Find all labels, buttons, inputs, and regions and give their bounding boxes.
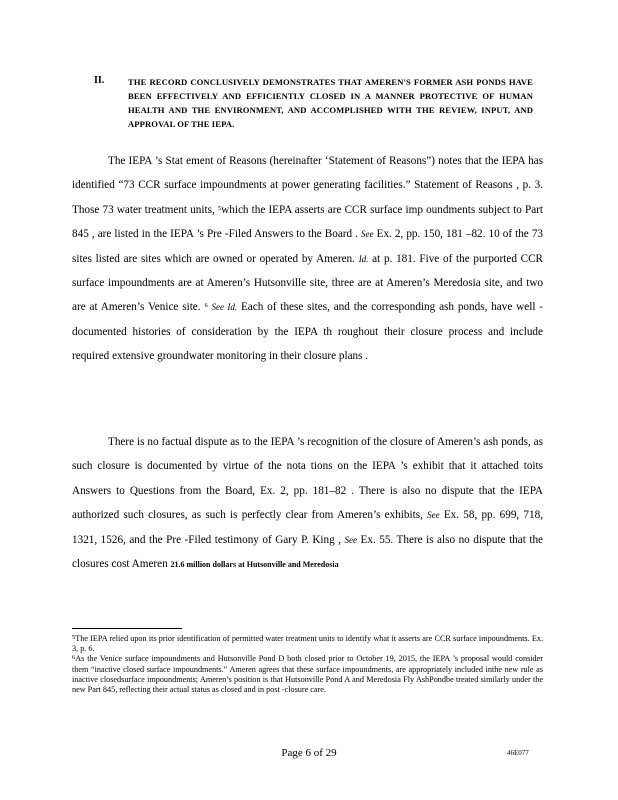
para1-text-2: which the IEPA asserts are CCR surface imp oundments subject to Part 845 , are listed in the IEPA ’s Pre -Filed Answers to the Board .: [72, 203, 544, 241]
citation-signal: See Id.: [211, 302, 238, 313]
footnote-ref-6[interactable]: 6: [204, 302, 208, 310]
para2-text-1: There is no factual dispute as to the IEPA ’s recognition of the closure of Ameren’s ash ponds, as such closure is documented by virtue of the nota tions on the IEPA ’s exhibit that it attached toits Answers to Questions from the Board, Ex. 2, pp. 181–82 . There is also no dispute that the IEPA authorized such closures, as such is perfectly clear from Ameren’s exhibits,: [72, 436, 543, 522]
footnote-6-text: As the Venice surface impoundments and Hutsonville Pond D both closed prior to October 19, 2015, the IEPA ’s proposal would consider them “inactive closed surface impoundments.” Ameren agrees that these surface impoundments, are appropriately included inthe new rule as inactive closedsurface impoundments; Ameren’s position is that Hutsonville Pond A and Meredosia Fly AshPondbe treated similarly under the new Part 845, reflecting their actual status as closed and in post -closure care.: [72, 654, 543, 695]
document-id: 46E077: [507, 749, 529, 757]
para2-text-4: 21.6 million dollars at Hutsonville and Meredosia: [170, 560, 339, 570]
footnotes: [72, 634, 543, 695]
section-heading-text: THE RECORD CONCLUSIVELY DEMONSTRATES THAT AMEREN'S FORMER ASH PONDS HAVE BEEN EFFECTIVELY AND EFFICIENTLY CLOSED IN A MANNER PROTECTIVE OF HUMAN HEALTH AND THE ENVIRONMENT, AND ACCOMPLISHED WITH THE REVIEW, INPUT, AND APPROVAL OF THE IEPA.: [128, 77, 533, 129]
footnote-6: [72, 654, 543, 695]
citation-signal: See: [344, 534, 358, 545]
footnote-mark-5: 5: [72, 634, 76, 641]
paragraph-no-dispute: [72, 430, 543, 577]
citation-signal: Id.: [358, 253, 369, 264]
citation-signal: See: [361, 229, 374, 240]
page-number: Page 6 of 29: [281, 747, 337, 759]
footnote-separator: [72, 628, 182, 629]
para2-text-3: Ex. 55. There is also no dispute that the closures cost Ameren: [72, 533, 544, 571]
paragraph-statement-of-reasons: [72, 149, 543, 369]
footnote-5-text: The IEPA relied upon its prior identification of permitted water treatment units to identify what it asserts are CCR surface impoundments. Ex. 3, p. 6.: [72, 634, 543, 654]
para1-text-5: Each of these sites, and the corresponding ash ponds, have well -documented histories of consideration by the IEPA th roughout their closure process and include required extensive groundwater monitoring in their closure plans .: [72, 301, 544, 363]
para2-text-2: Ex. 58, pp. 699, 718, 1321, 1526, and the Pre -Filed testimony of Gary P. King ,: [72, 509, 544, 546]
citation-signal: See: [427, 510, 440, 521]
footnote-ref-5[interactable]: 5: [217, 204, 222, 212]
para1-text-1: The IEPA ’s Stat ement of Reasons (hereinafter ‘Statement of Reasons”) notes that the IEPA has identified “73 CCR surface impoundments at power generating facilities.” Statement of Reasons , p. 3. Those 73 water treatment units,: [72, 155, 543, 216]
para1-text-4: at p. 181. Five of the purported CCR surface impoundments are at Ameren’s Hutsonville site, three are at Ameren’s Meredosia site, and two are at Ameren’s Venice site.: [72, 252, 544, 314]
footnote-5: [72, 634, 543, 654]
footnote-mark-6: 6: [72, 654, 76, 662]
section-number: II.: [94, 75, 105, 86]
para1-text-3: Ex. 2, pp. 150, 181 –82. 10 of the 73 sites listed are sites which are owned or operated by Ameren.: [72, 228, 544, 265]
